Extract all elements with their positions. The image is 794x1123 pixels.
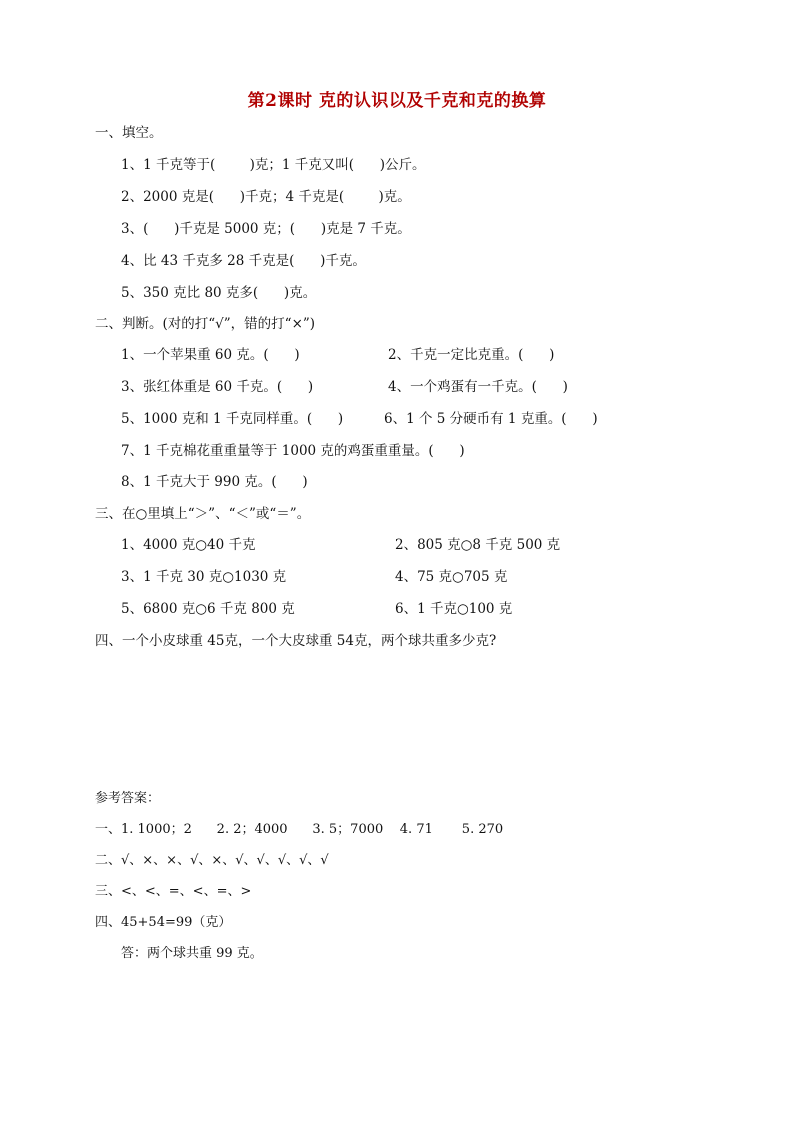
judge-item-3: 3、张红体重是 60 千克。( ) <box>121 379 314 395</box>
section1-heading: 一、填空。 <box>95 125 163 141</box>
compare-item-1: 1、4000 克○40 千克 <box>121 537 256 553</box>
page-title: 第2课时 克的认识以及千克和克的换算 <box>247 91 547 111</box>
section3-heading: 三、在○里填上“＞”、“＜”或“＝”。 <box>95 506 311 522</box>
answer-section4: 四、45+54=99（克） <box>95 915 232 930</box>
answers-heading: 参考答案： <box>95 791 161 806</box>
answer-section1: 一、1. 1000；2 2. 2；4000 3. 5；7000 4. 71 5. 270 <box>95 822 504 837</box>
judge-item-4: 4、一个鸡蛋有一千克。( ) <box>388 379 568 395</box>
fill-item-4: 4、比 43 千克多 28 千克是( )千克。 <box>121 253 366 269</box>
judge-item-2: 2、千克一定比克重。( ) <box>388 347 555 363</box>
compare-item-2: 2、805 克○8 千克 500 克 <box>395 537 561 553</box>
fill-item-3: 3、( )千克是 5000 克；( )克是 7 千克。 <box>121 221 411 237</box>
answer-section2: 二、√、×、×、√、×、√、√、√、√、√ <box>95 853 329 868</box>
compare-item-6: 6、1 千克○100 克 <box>395 601 513 617</box>
section4-question: 四、一个小皮球重 45克，一个大皮球重 54克，两个球共重多少克? <box>95 633 497 649</box>
judge-item-6: 6、1 个 5 分硬币有 1 克重。( ) <box>384 411 598 427</box>
judge-item-7: 7、1 千克棉花重重量等于 1000 克的鸡蛋重重量。( ) <box>121 443 465 459</box>
answer-section3: 三、<、<、=、<、=、> <box>95 884 252 899</box>
fill-item-5: 5、350 克比 80 克多( )克。 <box>121 285 317 301</box>
judge-item-1: 1、一个苹果重 60 克。( ) <box>121 347 300 363</box>
compare-item-5: 5、6800 克○6 千克 800 克 <box>121 601 295 617</box>
section2-heading: 二、判断。(对的打“√”，错的打“×”) <box>95 316 316 332</box>
answer-section4-statement: 答：两个球共重 99 克。 <box>121 946 263 961</box>
fill-item-1: 1、1 千克等于( )克；1 千克又叫( )公斤。 <box>121 157 426 173</box>
judge-item-5: 5、1000 克和 1 千克同样重。( ) <box>121 411 344 427</box>
compare-item-4: 4、75 克○705 克 <box>395 569 508 585</box>
compare-item-3: 3、1 千克 30 克○1030 克 <box>121 569 287 585</box>
fill-item-2: 2、2000 克是( )千克；4 千克是( )克。 <box>121 189 411 205</box>
judge-item-8: 8、1 千克大于 990 克。( ) <box>121 474 308 490</box>
